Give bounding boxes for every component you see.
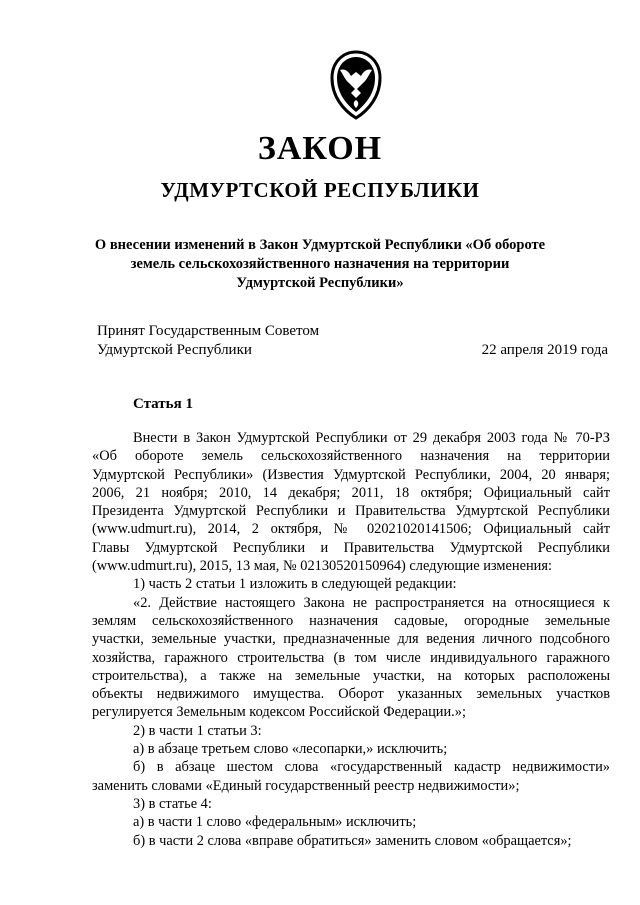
article-text-line: «Об обороте земель сельскохозяйственного назначения на территории	[92, 448, 610, 465]
udmurtia-coat-of-arms-icon	[329, 50, 383, 120]
adoption-info	[97, 322, 319, 360]
document-subtitle: УДМУРТСКОЙ РЕСПУБЛИКИ	[160, 178, 480, 202]
adoption-date: 22 апреля 2019 года	[481, 342, 608, 358]
article-text-line: Президента Удмуртской Республики и Правительства Удмуртской Республики	[92, 503, 610, 520]
article-text-line: заменить словами «Единый государственный реестр недвижимости»;	[92, 777, 520, 794]
article-text-line: «2. Действие настоящего Закона не распространяется на относящиеся к	[133, 594, 610, 611]
article-text-line: 3) в статье 4:	[133, 795, 212, 812]
adoption-line-2: Удмуртской Республики	[97, 342, 252, 358]
article-text-line: а) в части 1 слово «федеральным» исключить;	[133, 814, 417, 831]
article-text-line: регулируется Земельным кодексом Российской Федерации.»;	[92, 704, 466, 721]
article-text-line: б) в абзаце шестом слова «государственный кадастр недвижимости»	[133, 759, 610, 776]
article-text-line: 2006, 21 ноября; 2010, 14 декабря; 2011, 18 октября; Официальный сайт	[92, 484, 610, 501]
article-text-line: строительства), а также на земельные участки, на которых расположены	[92, 667, 610, 684]
article-text-line: участки, земельные участки, предназначенные для ведения личного подсобного	[92, 631, 610, 648]
article-heading: Статья 1	[133, 396, 193, 412]
document-title: ЗАКОН	[257, 130, 383, 167]
article-text-line: а) в абзаце третьем слово «лесопарки,» исключить;	[133, 741, 448, 758]
article-text-line: б) в части 2 слова «вправе обратиться» заменить словом «обращается»;	[133, 832, 572, 849]
article-text-line: объекты недвижимого имущества. Оборот указанных земельных участков	[92, 686, 610, 703]
document-subject: О внесении изменений в Закон Удмуртской Республики «Об обороте земель сельскохозяйственного назначения на территории Удмуртской Республики»	[94, 237, 546, 291]
article-text-line: (www.udmurt.ru), 2015, 13 мая, № 02130520150964) следующие изменения:	[92, 558, 552, 575]
article-text-line: 1) часть 2 статьи 1 изложить в следующей редакции:	[133, 576, 457, 593]
article-text-line: 2) в части 1 статьи 3:	[133, 722, 262, 739]
article-text-line: Удмуртской Республики» (Известия Удмуртской Республики, 2004, 20 января;	[92, 466, 610, 483]
adoption-line-1: Принят Государственным Советом	[97, 323, 320, 339]
article-text-line: Главы Удмуртской Республики и Правительства Удмуртской Республики	[92, 539, 610, 556]
article-text-line: хозяйства, гаражного строительства (в том числе индивидуального гаражного	[92, 649, 610, 666]
article-body	[92, 429, 610, 850]
article-text-line: Внести в Закон Удмуртской Республики от 29 декабря 2003 года № 70-РЗ	[133, 430, 610, 446]
article-text-line: землям сельскохозяйственного назначения садовые, огородные земельные	[92, 612, 610, 629]
article-text-line: (www.udmurt.ru), 2014, 2 октября, № 02021020141506; Официальный сайт	[92, 521, 610, 538]
